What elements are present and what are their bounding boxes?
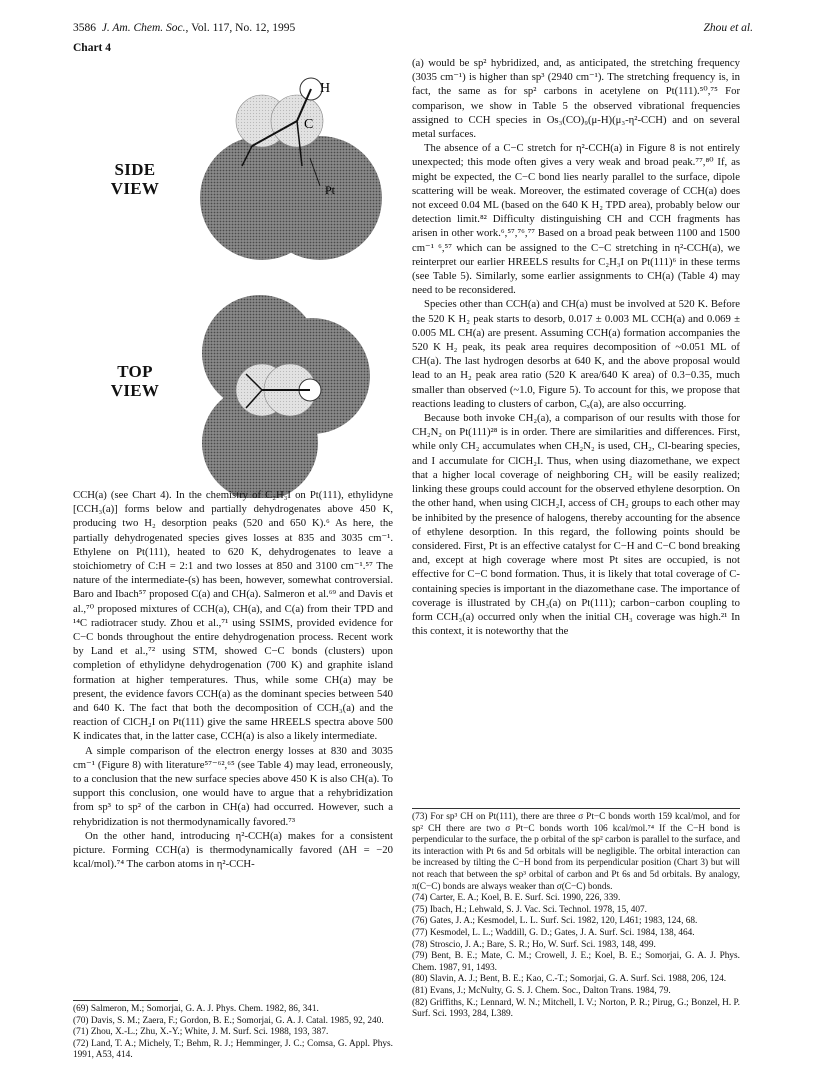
atom-label-c: C [304, 117, 314, 132]
footnote: (78) Stroscio, J. A.; Bare, S. R.; Ho, W. Surf. Sci. 1983, 148, 499. [412, 939, 656, 950]
paragraph: The absence of a C−C stretch for η²-CCH(a) in Figure 8 is not entirely unexpected; this mode often gives a very weak and broad peak.⁷⁷,⁸⁰ If, as might be expected, the C−C bond lies nearly parallel to the surface, dipole scattering will be weak. Moreover, the estimated coverage of CCH(a) does not exceed 0.04 ML (based on the 640 K H₂ TPD area), probably below our detection limit.⁸² Difficulty distinguishing CH and CCH fragments has arisen in other work.⁶,⁵⁷,⁷⁶,⁷⁷ Based on a broad peak between 1100 and 1500 cm⁻¹ ⁶,⁵⁷ which can be assigned to the C−C stretching in η²-CCH(a), we reinterpret our earlier HREELS results for C₂H₃I on Pt(111)⁶ in these terms (see Table 5). Similarly, some earlier assignments to CH(a) (Table 4) may need to be reconsidered. [412, 142, 740, 297]
footnote: (82) Griffiths, K.; Lennard, W. N.; Mitchell, I. V.; Norton, P. R.; Pirug, G.; Bonzel, H. P. Surf. Sci. 1993, 284, L389. [412, 997, 740, 1020]
footnote: (76) Gates, J. A.; Kesmodel, L. L. Surf. Sci. 1982, 120, L461; 1983, 124, 68. [412, 916, 698, 927]
paragraph: Species other than CCH(a) and CH(a) must be involved at 520 K. Before the 520 K H₂ peak starts to desorb, 0.017 ± 0.003 ML CCH(a) and 0.069 ± 0.005 ML CH(a) are present. Assuming CCH(a) formation accompanies the 520 K H₂ peak, its peak area requires decomposition of ~0.051 ML of CH(a). The last hydrogen desorbs at 640 K, and the above proposal would lead to an H₂ peak area ratio (520 K area/640 K area) of 0.3−0.35, much smaller than observed (~1.0, Figure 5). To account for this, we propose that reactions leading to clusters of carbon, Cₓ(a), are also occurring. [412, 298, 740, 410]
paragraph: Because both invoke CH₂(a), a comparison of our results with those for CH₂N₂ on Pt(111)²⁸ is in order. There are similarities and differences. First, while only CH₂ accumulates when CH₂N₂ is used, CH₂, Cl-bearing species, and I accumulate for ClCH₂I. Thus, when using diazomethane, we expect that a higher local coverage of neighboring CH₂ will be easily realized; linking these groups could account for the observed ethylene desorption. On the other hand, when using ClCH₂I, access of CH₂ groups to each other may be inhibited by the presence of halogens, thereby accounting for the absence of ethylene desorption. In this regard, the following points should be considered. First, Pt is an effective catalyst for C−H and C−C bond breaking and, except at high coverage where most Pt sites are occupied, is not effective for C−C bond formation. Thus, it is likely that total coverage of C-containing species is important in the diazomethane case. The importance of coverage is illustrated by CH₃(a) on Pt(111); carbon−carbon coupling to form CCH₃(a) occurred only when the initial CH₃ coverage was high.²¹ In this context, it is noteworthy that the [412, 412, 740, 638]
footnote: (72) Land, T. A.; Michely, T.; Behm, R. J.; Hemminger, J. C.; Comsa, G. Appl. Phys. 1991, A53, 414. [73, 1038, 393, 1061]
chart-title: Chart 4 [73, 42, 112, 54]
journal-name: J. Am. Chem. Soc. [101, 22, 186, 34]
top-view-label: TOP VIEW [110, 362, 160, 400]
paragraph: On the other hand, introducing η²-CCH(a) makes for a consistent picture. Forming CCH(a) is thermodynamically favored (ΔH = −20 kcal/mol).⁷⁴ The carbon atoms in η²-CCH- [73, 829, 393, 871]
footnote: (75) Ibach, H.; Lehwald, S. J. Vac. Sci. Technol. 1978, 15, 407. [412, 904, 648, 915]
side-view-label: SIDE VIEW [110, 160, 160, 198]
pt-atom-side-right [258, 136, 382, 260]
top-view-diagram [202, 295, 370, 498]
footnote-divider-left [73, 1000, 178, 1001]
footnotes-right [412, 812, 740, 1021]
paragraph: CCH(a) (see Chart 4). In the chemistry of C₂H₃I on Pt(111), ethylidyne [CCH₃(a)] forms below and partially dehydrogenates above 450 K, producing two H₂ desorption peaks (520 and 650 K).⁶ As here, the partially dehydrogenated species gives losses at 835 and 3035 cm⁻¹. Ethylene on Pt(111), heated to 620 K, dehydrogenates to leave a stoichiometry of C:H = 2:1 and two losses at 850 and 3100 cm⁻¹.⁵⁷ The nature of the intermediate-(s) has been, however, somewhat controversial. Baro and Ibach⁵⁷ proposed C(a) and CH(a). Salmeron et al.⁶⁹ and Davis et al.,⁷⁰ proposed mixtures of CCH(a), CH(a), and C(a) from their TPD and ¹⁴C radiotracer study. Zhou et al.,⁷¹ using SSIMS, provided evidence for C−C bonds throughout the entire dehydrogenation process. Recent work by Land et al.,⁷² using STM, showed C−C bonds (clusters) upon completion of ethylidyne dehydrogenation (700 K) and graphite island formation at higher temperatures. Thus, while some CH(a) may be present, the evidence favors CCH(a) as the dominant species between 540 and 640 K. The fact that both the decomposition of CCH₃(a) and the reaction of ClCH₂I on Pt(111) give the same HREELS spectra above 500 K indicates that, in the latter case, CCH(a) is also a likely intermediate. [73, 489, 393, 743]
footnote-divider-right [412, 808, 740, 809]
footnote: (77) Kesmodel, L. L.; Waddill, G. D.; Gates, J. A. Surf. Sci. 1984, 138, 464. [412, 927, 695, 938]
left-column-text [73, 488, 393, 871]
footnote: (71) Zhou, X.-L.; Zhu, X.-Y.; White, J. M. Surf. Sci. 1988, 193, 387. [73, 1027, 329, 1038]
side-view-diagram [200, 78, 382, 260]
author-header: Zhou et al. [703, 22, 753, 34]
volume-info: , Vol. 117, No. 12, 1995 [185, 22, 296, 34]
atom-label-h: H [320, 81, 331, 96]
atom-label-pt: Pt [325, 183, 336, 197]
footnote: (69) Salmeron, M.; Somorjai, G. A. J. Phys. Chem. 1982, 86, 341. [73, 1004, 319, 1014]
footnotes-left [73, 1004, 393, 1062]
paragraph: A simple comparison of the electron energy losses at 830 and 3035 cm⁻¹ (Figure 8) with literature⁵⁷⁻⁶²,⁶⁵ (see Table 4) may lead, erroneously, to a conclusion that the new surface species above 450 K is also CH(a). To support this conclusion, one would have to argue that a rehybridization from sp³ to sp² of the carbon in CH(a) had occurred. However, such a rehybridization is not thermodynamically favored.⁷³ [73, 744, 393, 828]
footnote: (70) Davis, S. M.; Zaera, F.; Gordon, B. E.; Somorjai, G. A. J. Catal. 1985, 92, 240. [73, 1015, 384, 1026]
footnote: (74) Carter, E. A.; Koel, B. E. Surf. Sci. 1990, 226, 339. [412, 893, 621, 904]
footnote: (79) Bent, B. E.; Mate, C. M.; Crowell, J. E.; Koel, B. E.; Somorjai, G. A. J. Phys. Chem. 1987, 91, 1493. [412, 951, 740, 973]
footnote: (73) For sp³ CH on Pt(111), there are three σ Pt−C bonds worth 159 kcal/mol, and for sp² CH there are two σ Pt−C bonds worth 106 kcal/mol.⁷⁴ If the C−H bond is perpendicular to the surface, the p orbital of the sp² carbon is parallel to the surface, and its interaction with Pt 6s and 5d orbitals will be negligible. The orbital interaction can be increased by tilting the C−H bond from its perpendicular position (Chart 3) but will not reach that between the sp³ orbital of carbon and Pt 6s and 5d orbitals. By analogy, π(C−C) bonds are always weaker than σ(C−C) bonds. [412, 812, 740, 892]
chart-4-figure [180, 58, 395, 498]
right-column-text [412, 56, 740, 638]
page-number: 3586 [73, 22, 96, 34]
footnote: (80) Slavin, A. J.; Bent, B. E.; Kao, C.-T.; Somorjai, G. A. Surf. Sci. 1988, 206, 124. [412, 974, 727, 985]
paragraph: (a) would be sp² hybridized, and, as anticipated, the stretching frequency (3035 cm⁻¹) is higher than sp³ (2940 cm⁻¹). The stretching frequency is, in fact, the same as for sp² carbons in acetylene on Pt(111).⁵⁰,⁷⁵ For comparison, we show in Table 5 the observed vibrational frequencies assigned to CCH species in Os₃(CO)₉(μ-H)(μ₃-η²-CCH) and on several metal surfaces. [412, 57, 740, 141]
footnote: (81) Evans, J.; McNulty, G. S. J. Chem. Soc., Dalton Trans. 1984, 79. [412, 985, 671, 996]
